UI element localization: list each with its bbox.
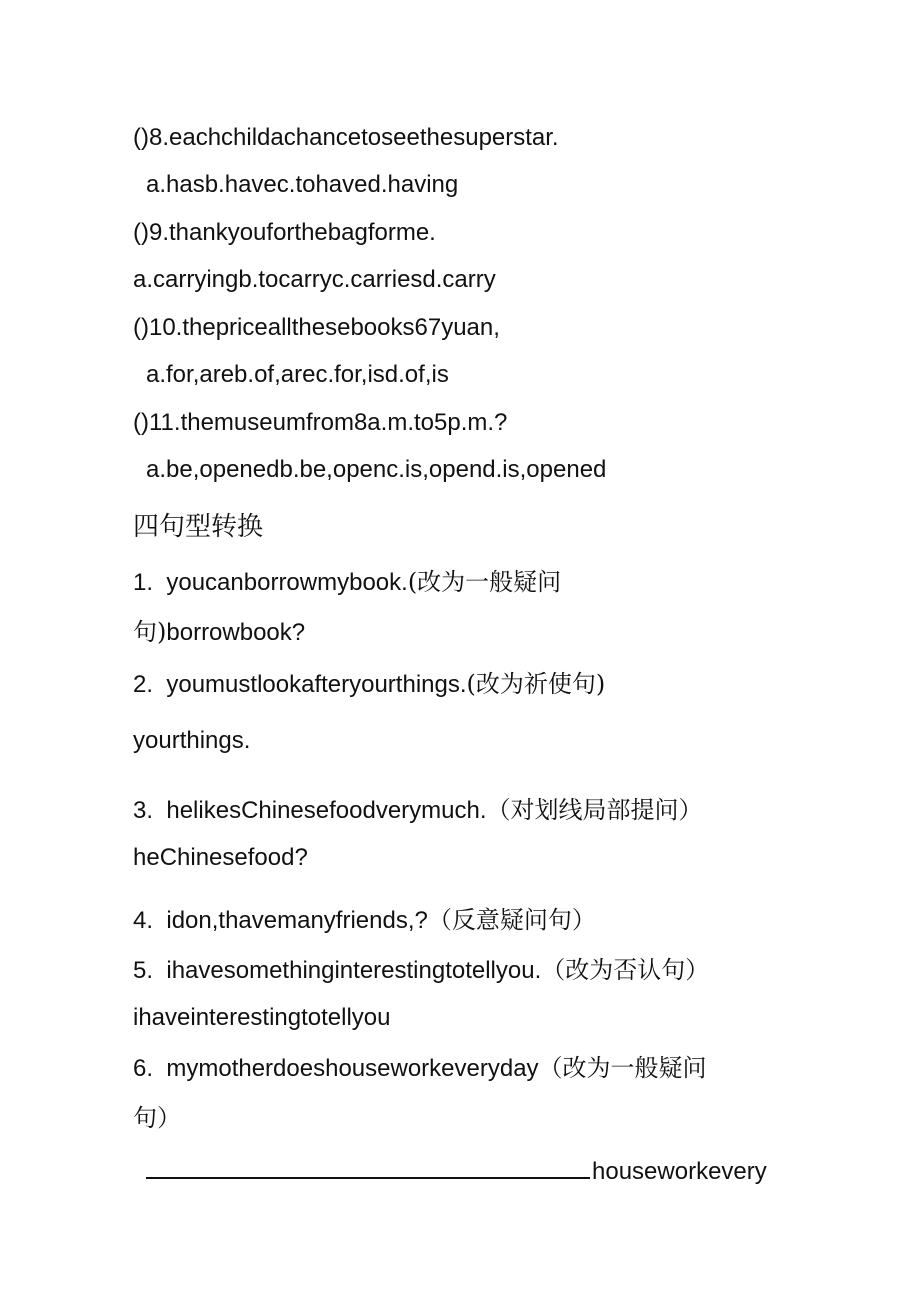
item-sentence: idon,thavemanyfriends,? [166,907,428,934]
question-11-options: a.be,openedb.be,openc.is,opend.is,opened [146,456,607,483]
item-instruction-continued: 句) [133,618,167,646]
transform-item-1-answer-line [133,617,305,648]
item-number: 6. [133,1055,154,1082]
question-10-stem: ()10.thepriceallthesebooks67yuan, [133,314,500,341]
item-instruction: （反意疑问句） [427,906,596,934]
transform-item-4 [133,905,596,936]
item-instruction: (改为祈使句) [466,670,606,698]
question-10-options: a.for,areb.of,arec.for,isd.of,is [146,361,449,388]
transform-item-6 [133,1053,707,1084]
item-sentence: ihavesomethinginterestingtotellyou. [166,957,542,984]
transform-item-3-answer: heChinesefood? [133,844,308,871]
answer-blank [146,1155,590,1179]
item-instruction: （对划线局部提问） [486,796,703,824]
transform-item-5 [133,955,709,986]
transform-item-2 [133,669,605,700]
item-sentence: helikesChinesefoodverymuch. [166,797,487,824]
item-number: 2. [133,671,154,698]
item-sentence: youcanborrowmybook. [166,569,408,596]
transform-item-1 [133,567,561,598]
item-instruction: （改为一般疑问 [538,1054,707,1082]
transform-item-2-answer: yourthings. [133,727,251,754]
question-9-stem: ()9.thankyouforthebagforme. [133,219,436,246]
item-instruction: （改为否认句） [541,956,710,984]
item-number: 5. [133,957,154,984]
item-number: 3. [133,797,154,824]
item-number: 1. [133,569,154,596]
question-9-options: a.carryingb.tocarryc.carriesd.carry [133,266,496,293]
transform-item-3 [133,795,703,826]
question-8-options: a.hasb.havec.tohaved.having [146,171,459,198]
question-8-stem: ()8.eachchildachancetoseethesuperstar. [133,124,559,151]
item-instruction: (改为一般疑问 [407,568,562,596]
item-answer: houseworkevery [592,1158,767,1185]
item-sentence: mymotherdoeshouseworkeveryday [166,1055,539,1082]
question-11-stem: ()11.themuseumfrom8a.m.to5p.m.? [133,409,508,436]
item-sentence: youmustlookafteryourthings. [166,671,467,698]
item-answer: borrowbook? [166,619,306,646]
transform-item-5-answer: ihaveinterestingtotellyou [133,1004,391,1031]
item-instruction-continued: 句） [133,1104,181,1132]
section-heading: 四句型转换 [133,512,264,542]
item-number: 4. [133,907,154,934]
transform-item-6-answer-line [146,1155,767,1187]
